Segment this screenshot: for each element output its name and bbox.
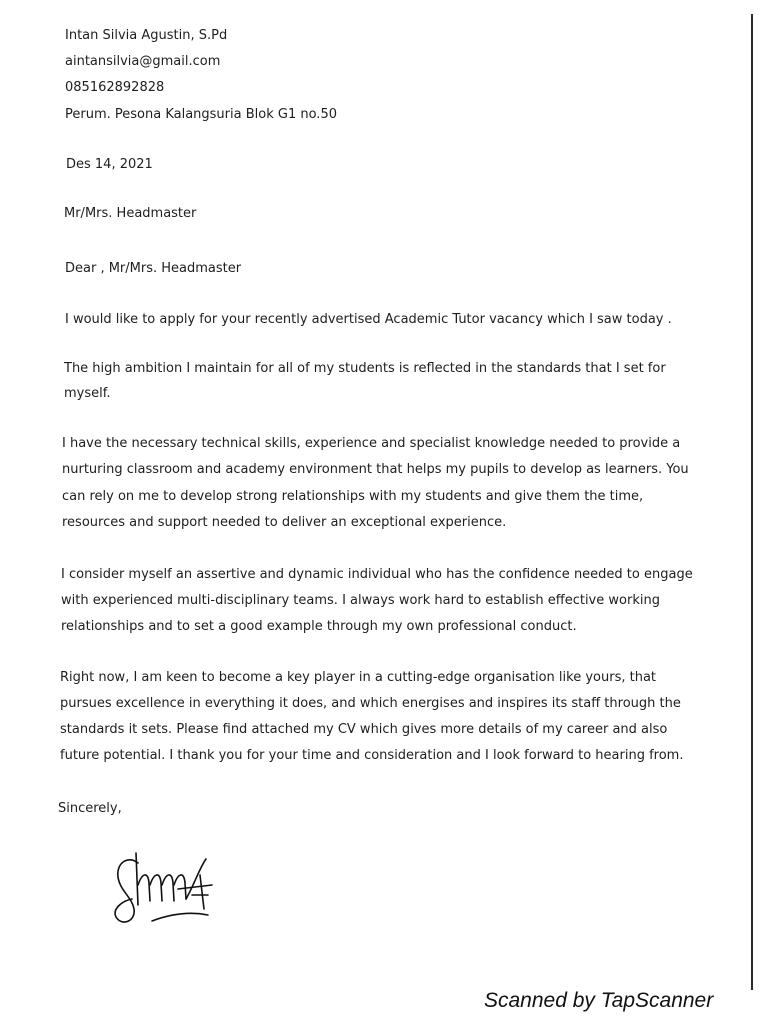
body-line: I would like to apply for your recently advertised Academic Tutor vacancy which I saw today . [65,312,672,327]
body-line: relationships and to set a good example through my own professional conduct. [61,619,577,634]
recipient: Mr/Mrs. Headmaster [64,206,197,221]
salutation: Dear , Mr/Mrs. Headmaster [65,261,242,276]
body-line: The high ambition I maintain for all of my students is reflected in the standards that I set for [64,361,666,376]
body-line: myself. [64,386,111,401]
body-line: future potential. I thank you for your time and consideration and I look forward to hearing from. [60,748,684,763]
body-line: nurturing classroom and academy environment that helps my pupils to develop as learners. You [62,462,689,477]
body-line: I have the necessary technical skills, experience and specialist knowledge needed to provide a [62,436,681,451]
body-line: standards it sets. Please find attached my CV which gives more details of my career and also [60,722,668,737]
body-line: I consider myself an assertive and dynamic individual who has the confidence needed to engage [61,567,693,582]
body-line: can rely on me to develop strong relationships with my students and give them the time, [62,489,644,504]
body-line: with experienced multi-disciplinary teams. I always work hard to establish effective working [61,593,660,608]
sender-address: Perum. Pesona Kalangsuria Blok G1 no.50 [65,107,337,122]
scanner-watermark: Scanned by TapScanner [484,989,714,1012]
handwritten-signature [108,845,228,930]
closing: Sincerely, [58,801,122,816]
sender-name: Intan Silvia Agustin, S.Pd [65,28,228,43]
body-line: Right now, I am keen to become a key player in a cutting-edge organisation like yours, that [60,670,657,685]
body-line: pursues excellence in everything it does, and which energises and inspires its staff through the [60,696,681,711]
sender-phone: 085162892828 [65,80,165,95]
letter-date: Des 14, 2021 [66,157,153,172]
sender-email: aintansilvia@gmail.com [65,54,221,69]
body-line: resources and support needed to deliver an exceptional experience. [62,515,507,530]
